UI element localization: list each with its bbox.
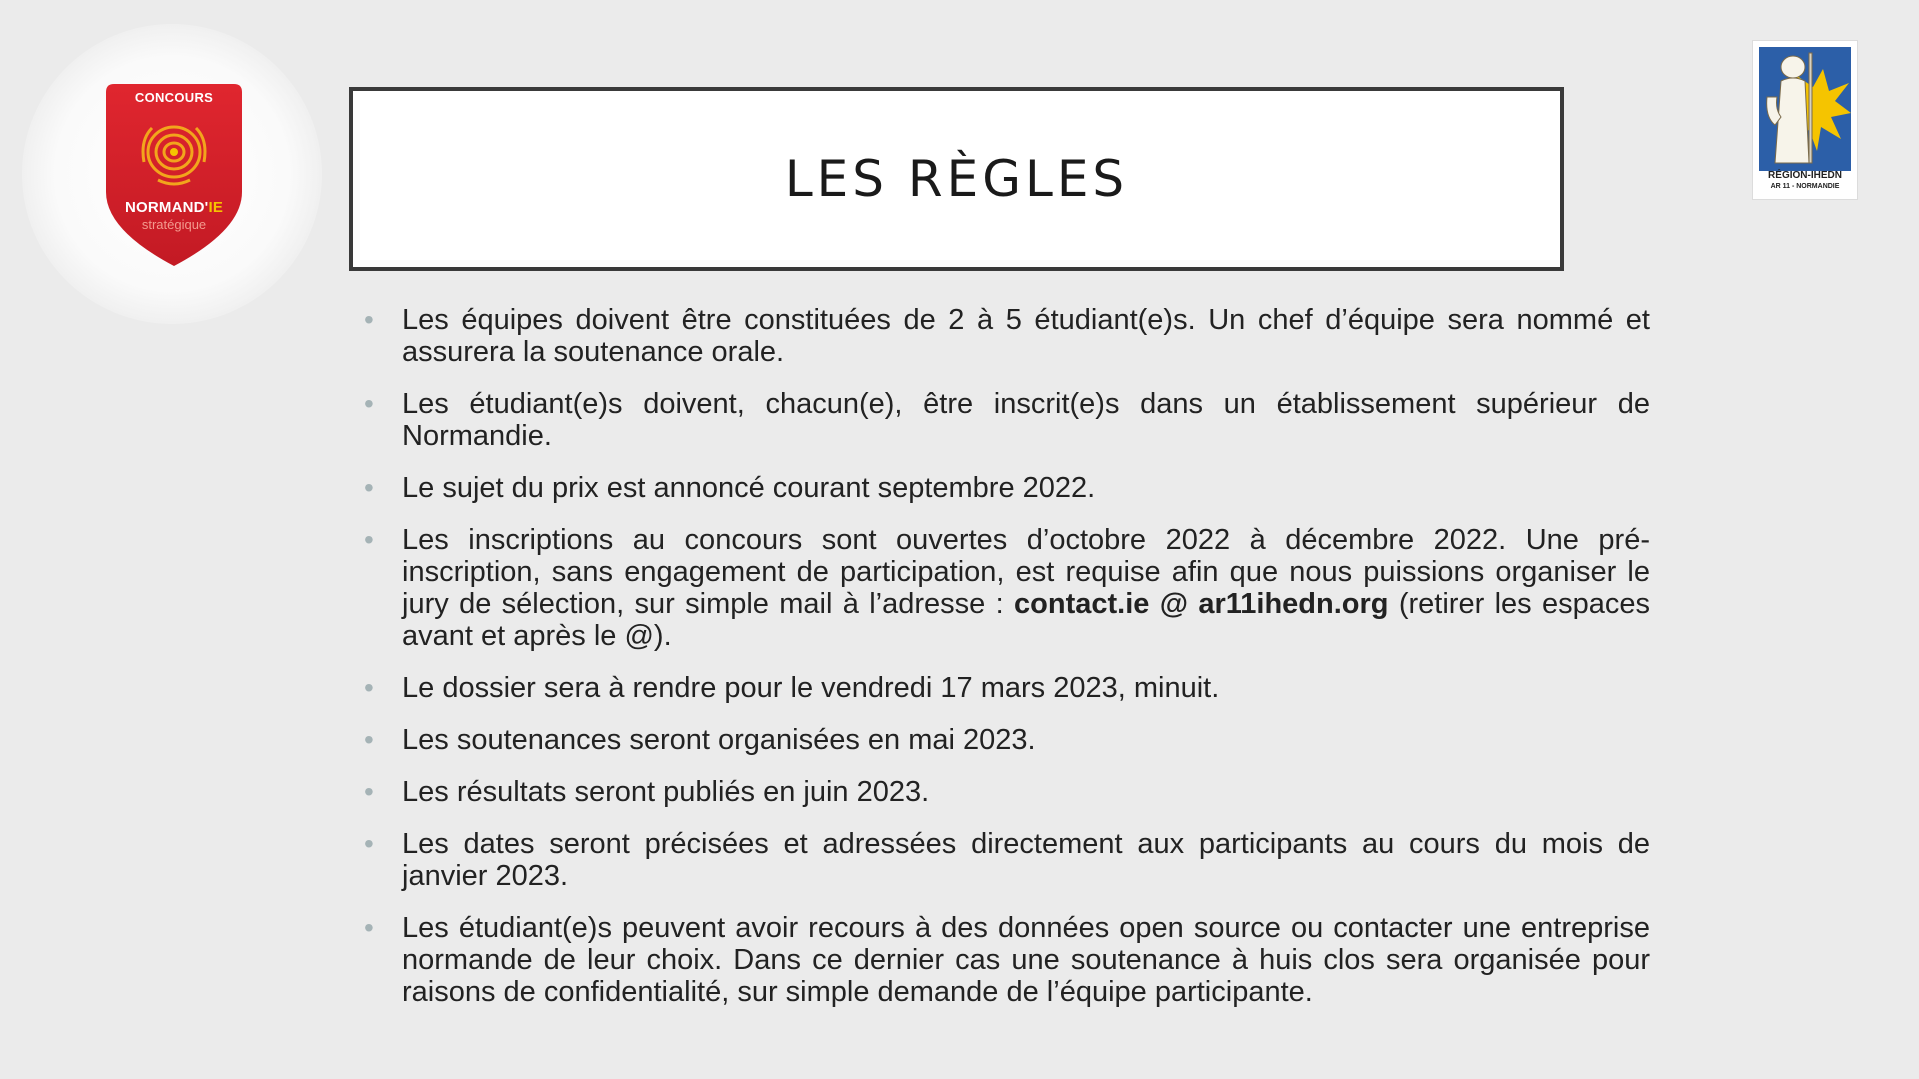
rule-item: • Les résultats seront publiés en juin 2023. [360, 776, 1650, 808]
rule-text-before-email: Les inscriptions au concours sont ouvertes d’octobre 2022 à décembre 2022. Une pré-inscription, sans engagement de participation, est requise afin que nous puissions organiser le jury de sélection, sur simple mail à l’adresse : [402, 524, 1650, 620]
region-ihedn-logo [1752, 40, 1858, 200]
rule-item: • Les dates seront précisées et adressées directement aux participants au cours du mois de janvier 2023. [360, 828, 1650, 892]
rule-item: • Le sujet du prix est annoncé courant septembre 2022. [360, 472, 1650, 504]
page-title: LES RÈGLES [784, 150, 1129, 208]
brand-name-accent: IE [208, 199, 224, 216]
ihedn-title: RÉGION-IHEDN [1768, 170, 1842, 181]
rule-item: • Le dossier sera à rendre pour le vendredi 17 mars 2023, minuit. [360, 672, 1650, 704]
shield-icon [100, 80, 248, 270]
rule-item: • Les étudiant(e)s peuvent avoir recours à des données open source ou contacter une entreprise normande de leur choix. Dans ce dernier cas une soutenance à huis clos sera organisée pour raisons de confidentialité, sur simple demande de l’équipe participante. [360, 912, 1650, 1008]
contact-email: contact.ie @ ar11ihedn.org [1014, 588, 1389, 620]
brand-name [100, 199, 248, 216]
rule-item: • Les soutenances seront organisées en mai 2023. [360, 724, 1650, 756]
rule-text-after-email: (retirer les espaces avant et après le @). [402, 588, 1650, 652]
brand-subtitle: stratégique [141, 217, 207, 232]
concours-normandie-logo [100, 80, 248, 270]
rules-list [360, 304, 1650, 1028]
athena-sun-icon [1759, 47, 1851, 171]
rule-item: • Les étudiant(e)s doivent, chacun(e), être inscrit(e)s dans un établissement supérieur de Normandie. [360, 388, 1650, 452]
rule-item: • Les équipes doivent être constituées de 2 à 5 étudiant(e)s. Un chef d’équipe sera nommé et assurera la soutenance orale. [360, 304, 1650, 368]
brand-name-main: NORMAND' [124, 199, 209, 216]
concours-label: CONCOURS [134, 90, 214, 105]
rule-item-registration [360, 524, 1650, 652]
ihedn-emblem [1759, 47, 1851, 171]
ihedn-subtitle: AR 11 - NORMANDIE [1770, 183, 1840, 190]
title-box [349, 87, 1564, 271]
